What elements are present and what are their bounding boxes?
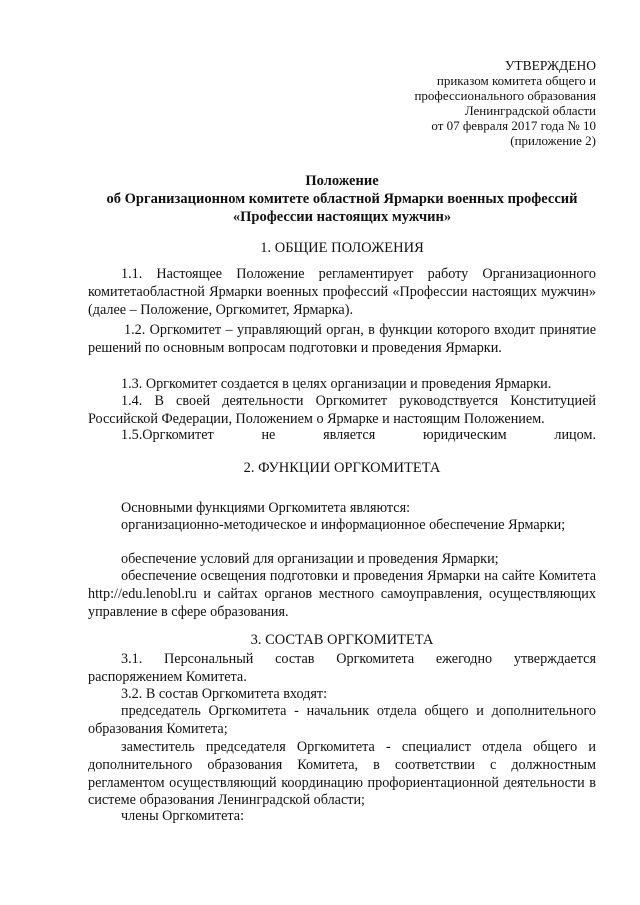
section-heading: 2. ФУНКЦИИ ОРГКОМИТЕТА [243,460,441,476]
paragraph: Основными функциями Оргкомитета являются: [121,500,411,516]
title-line: Положение [305,173,379,189]
title-line: «Профессии настоящих мужчин» [232,209,452,225]
paragraph: 1.5.Оргкомитет не является юридическим лицом. [121,427,596,443]
paragraph: обеспечение освещения подготовки и проведения Ярмарки на сайте Комитета http://edu.lenobl.ru и сайтах органов местного самоуправления, осуществляющих управление в сфере образования. [88,568,596,620]
approval-line: приказом комитета общего и [436,73,596,88]
paragraph: 1.2. Оргкомитет – управляющий орган, в функции которого входит принятие решений по основным вопросам подготовки и проведения Ярмарки. [88,322,596,356]
paragraph: 3.2. В состав Оргкомитета входят: [121,686,328,702]
approval-line: от 07 февраля 2017 года № 10 [431,118,596,133]
paragraph: 1.4. В своей деятельности Оргкомитет руководствуется Конституцией Российской Федерации, Положением о Ярмарке и настоящим Положением. [88,393,596,427]
paragraph: обеспечение условий для организации и проведения Ярмарки; [121,551,499,567]
paragraph: 1.3. Оргкомитет создается в целях организации и проведения Ярмарки. [121,376,552,392]
section-heading: 3. СОСТАВ ОРГКОМИТЕТА [250,632,434,648]
approval-stamp: УТВЕРЖДЕНО [504,58,596,73]
paragraph: заместитель председателя Оргкомитета - специалист отдела общего и дополнительного образования Комитета, в соответствии с должностным регламентом осуществляющий координацию профориентационной деятельности в системе образования Ленинградской области; [88,739,596,809]
title-line: об Организационном комитете областной Ярмарки военных профессий [106,191,578,207]
paragraph: председатель Оргкомитета - начальник отдела общего и дополнительного образования Комитета; [88,703,596,737]
approval-line: профессионального образования [414,88,596,103]
paragraph: 1.1. Настоящее Положение регламентирует работу Организационного комитетаобластной Ярмарки военных профессий «Профессии настоящих мужчин» (далее – Положение, Оргкомитет, Ярмарка). [88,266,596,318]
document-title [88,172,596,226]
approval-line: (приложение 2) [510,133,596,148]
paragraph: организационно-методическое и информационное обеспечение Ярмарки; [121,517,566,533]
paragraph: 3.1. Персональный состав Оргкомитета ежегодно утверждается распоряжением Комитета. [88,651,596,685]
paragraph: члены Оргкомитета: [121,808,245,824]
approval-line: Ленинградской области [464,103,596,118]
section-heading: 1. ОБЩИЕ ПОЛОЖЕНИЯ [260,240,424,256]
approval-block [414,58,596,148]
